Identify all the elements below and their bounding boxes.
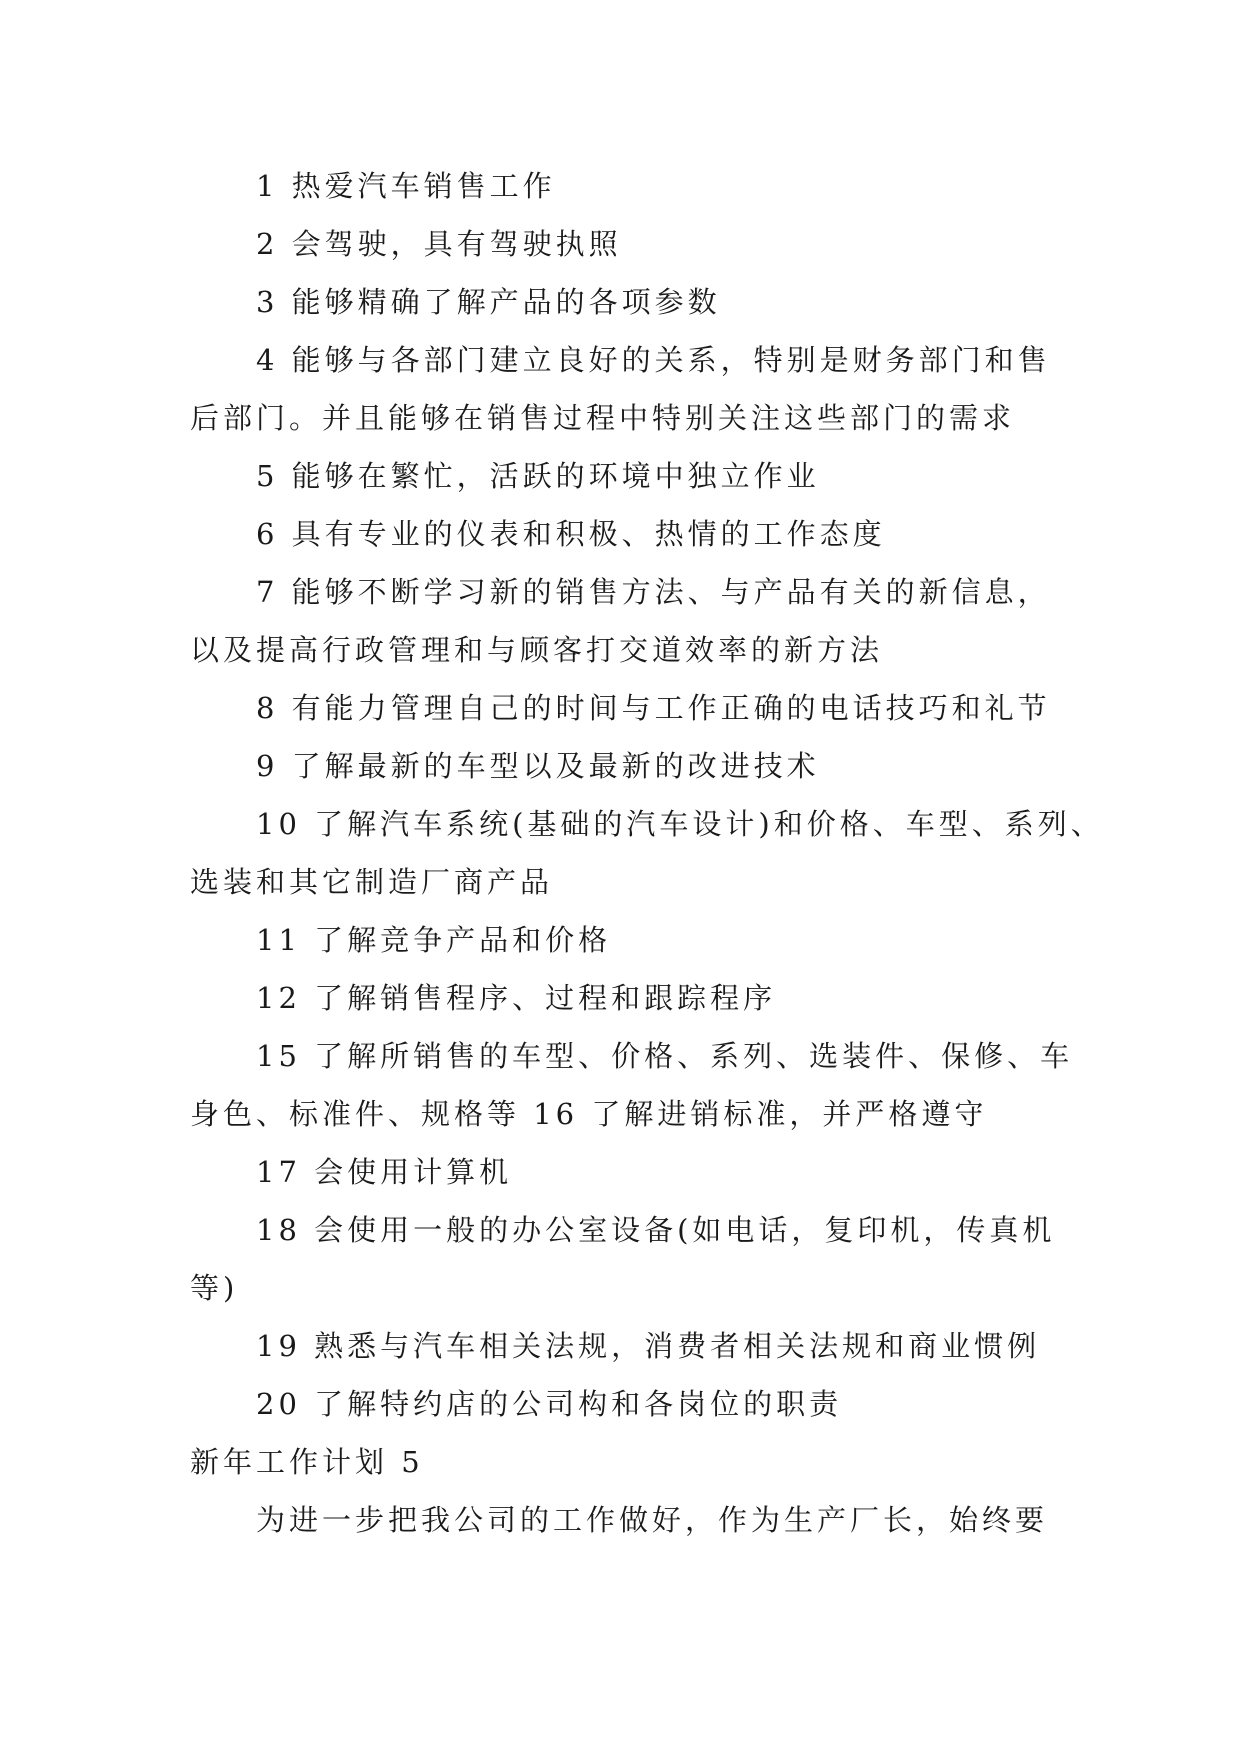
list-item-line: 5 能够在繁忙，活跃的环境中独立作业: [256, 459, 820, 493]
list-item: [190, 157, 1060, 215]
document-body: [190, 157, 1104, 1549]
list-item-line: 6 具有专业的仪表和积极、热情的工作态度: [256, 517, 886, 551]
list-item-line: 20 了解特约店的公司构和各岗位的职责: [256, 1387, 843, 1421]
list-item-line: 后部门。并且能够在销售过程中特别关注这些部门的需求: [190, 401, 1016, 435]
list-item-line: 选装和其它制造厂商产品: [190, 865, 554, 899]
list-item-line: 9 了解最新的车型以及最新的改进技术: [256, 749, 820, 783]
list-item-line: 11 了解竞争产品和价格: [256, 923, 612, 957]
section-heading: 新年工作计划 5: [190, 1445, 424, 1479]
list-item: [190, 331, 1060, 447]
list-item-line: 3 能够精确了解产品的各项参数: [256, 285, 721, 319]
list-item-line: 17 会使用计算机: [256, 1155, 513, 1189]
list-item: [190, 1027, 1074, 1143]
list-item: [190, 911, 1060, 969]
list-item: [190, 795, 1104, 911]
list-item: [190, 1201, 1060, 1317]
list-item-line: 12 了解销售程序、过程和跟踪程序: [256, 981, 777, 1015]
list-item: [190, 1143, 1060, 1201]
list-item-line: 10 了解汽车系统(基础的汽车设计)和价格、车型、系列、: [256, 807, 1104, 841]
list-item-line: 等): [190, 1271, 239, 1305]
list-item-line: 2 会驾驶，具有驾驶执照: [256, 227, 622, 261]
list-item: [190, 1317, 1060, 1375]
list-item-line: 以及提高行政管理和与顾客打交道效率的新方法: [190, 633, 884, 667]
list-item-line: 19 熟悉与汽车相关法规，消费者相关法规和商业惯例: [256, 1329, 1041, 1363]
list-item-line: 1 热爱汽车销售工作: [256, 169, 556, 203]
list-item: [190, 679, 1060, 737]
list-item: [190, 737, 1060, 795]
paragraph-line: 为进一步把我公司的工作做好，作为生产厂长，始终要: [256, 1503, 1049, 1537]
list-item-line: 7 能够不断学习新的销售方法、与产品有关的新信息，: [256, 575, 1051, 609]
list-item: [190, 447, 1060, 505]
list-item-line: 15 了解所销售的车型、价格、系列、选装件、保修、车: [256, 1039, 1074, 1073]
list-item: [190, 505, 1060, 563]
paragraph: [190, 1491, 1060, 1549]
list-item-line: 18 会使用一般的办公室设备(如电话，复印机，传真机: [256, 1213, 1056, 1247]
list-item: [190, 215, 1060, 273]
list-item-line: 4 能够与各部门建立良好的关系，特别是财务部门和售: [256, 343, 1051, 377]
list-item-line: 身色、标准件、规格等 16 了解进销标准，并严格遵守: [190, 1097, 988, 1131]
list-item: [190, 563, 1060, 679]
list-item: [190, 273, 1060, 331]
list-item: [190, 969, 1060, 1027]
list-item: [190, 1375, 1060, 1433]
list-item-line: 8 有能力管理自己的时间与工作正确的电话技巧和礼节: [256, 691, 1051, 725]
